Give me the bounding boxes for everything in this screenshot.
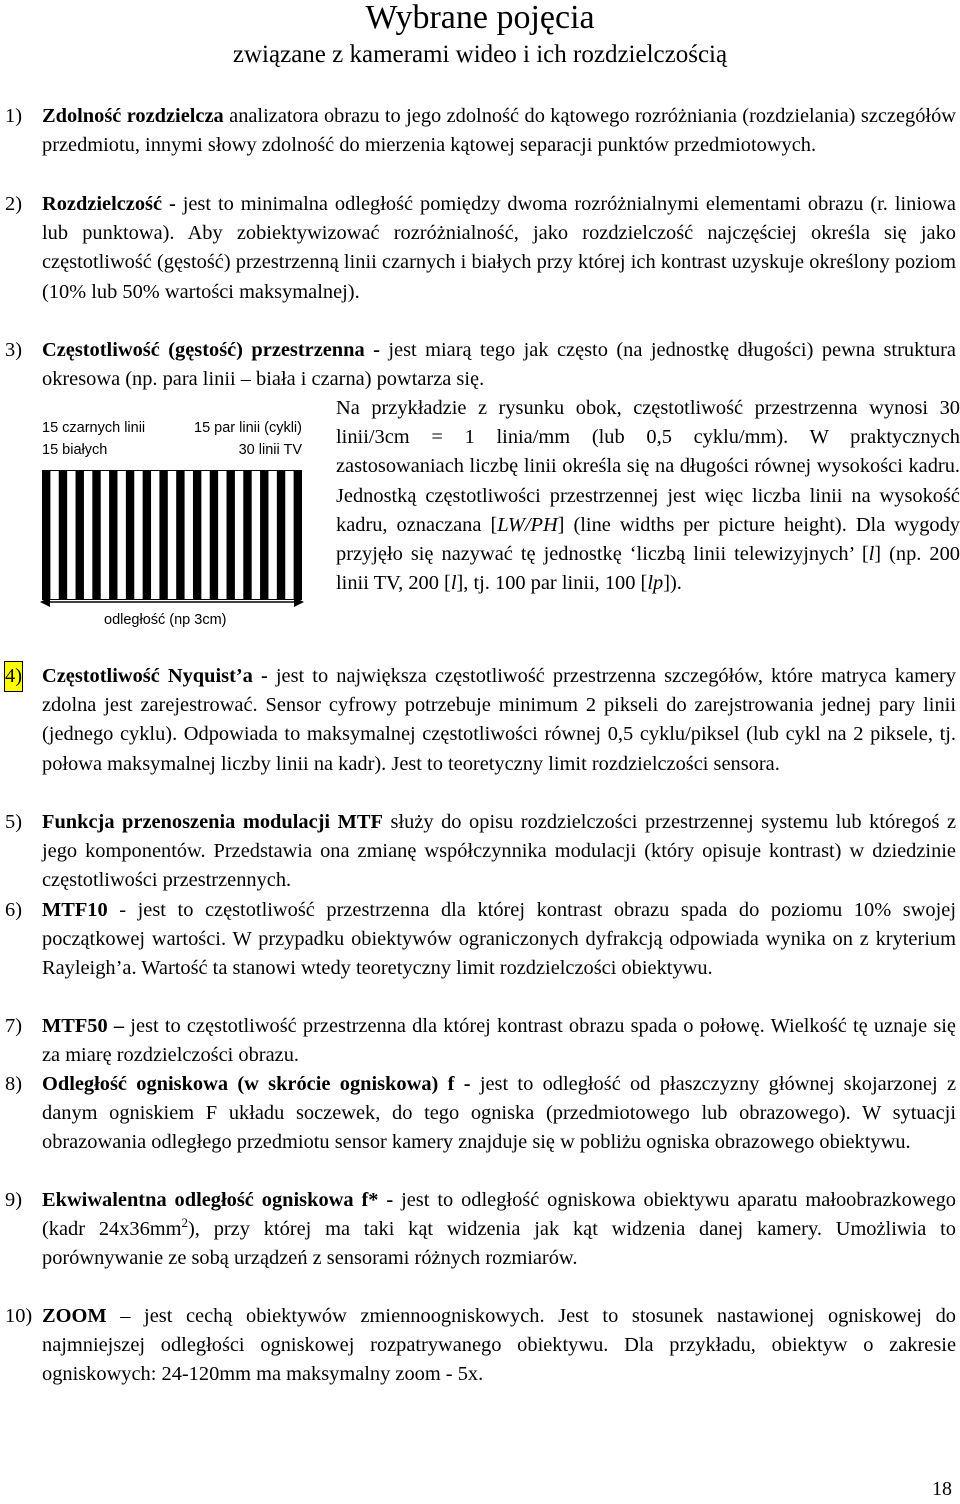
black-line [227, 470, 235, 600]
page-subtitle: związane z kamerami wideo i ich rozdzielczością [232, 41, 728, 68]
page-title: Wybrane pojęcia [365, 0, 595, 36]
term: Rozdzielczość - [42, 193, 176, 215]
list-item [0, 662, 960, 779]
item-number: 1) [5, 105, 22, 127]
term: Zdolność rozdzielcza [42, 105, 224, 127]
list-item [0, 1012, 960, 1070]
black-line [109, 470, 117, 600]
term: Częstotliwość (gęstość) przestrzenna - [42, 339, 380, 361]
term: ZOOM [42, 1305, 107, 1327]
black-line [159, 470, 167, 600]
black-line [193, 470, 201, 600]
definition: jest miarą tego jak często (na jednostkę długości) pewna struktura okresowa (np. para linii – biała i czarna) powtarza się. [42, 339, 956, 391]
figure-label: 15 białych [42, 442, 108, 458]
black-line [294, 470, 302, 600]
list-item [0, 808, 960, 896]
term: Odległość ogniskowa (w skrócie ogniskowa) f - [42, 1073, 471, 1095]
black-line [59, 470, 67, 600]
definition: – jest cechą obiektywów zmiennoogniskowych. Jest to stosunek nastawionej ogniskowej do najmniejszej odległości ogniskowej rozpatrywanego obiektywu. Dla przykładu, obiektyw o zakresie ogniskowych: 24-120mm ma maksymalny zoom - 5x. [42, 1305, 956, 1386]
term: Funkcja przenoszenia modulacji MTF [42, 811, 383, 833]
definition: - jest to częstotliwość przestrzenna dla której kontrast obrazu spada do poziomu 10% swojej początkowej wartości. W przypadku obiektywów ograniczonych dyfrakcją odpowiada wynika on z kryterium Rayleigh’a. Wartość ta stanowi wtedy teoretyczny limit rozdzielczości obiektywu. [42, 899, 956, 980]
definition: służy do opisu rozdzielczości przestrzennej systemu lub któregoś z jego komponentów. Przedstawia ona zmianę współczynnika modulacji (który opisuje kontrast) w dziedzinie częstotliwości przestrzennych. [42, 811, 956, 892]
black-line [277, 470, 285, 600]
figure-label: 15 par linii (cykli) [194, 420, 302, 436]
black-line [243, 470, 251, 600]
example-paragraph: Na przykładzie z rysunku obok, częstotliwość przestrzenna wynosi 30 linii/3cm = 1 linia/mm (lub 0,5 cyklu/mm). W praktycznych zastosowaniach liczbę linii określa się na długości równej wysokości kadru. Jednostką częstotliwości przestrzennej jest więc liczba linii na wysokość kadru, oznaczana [LW/PH] (line widths per picture height). Dla wygody przyjęło się nazywać tę jednostkę ‘liczbą linii telewizyjnych’ [l] (np. 200 linii TV, 200 [l], tj. 100 par linii, 100 [lp]). [336, 397, 960, 595]
black-line [143, 470, 151, 600]
list-item [0, 336, 960, 394]
line-pattern-figure [40, 418, 302, 638]
figure-label: 15 czarnych linii [42, 420, 146, 436]
term: MTF10 [42, 899, 108, 921]
distance-label: odległość (np 3cm) [104, 612, 227, 628]
item-number: 10) [5, 1305, 33, 1327]
item-number-highlighted: 4) [5, 662, 22, 691]
definition: analizatora obrazu to jego zdolność do kątowego rozróżniania (rozdzielania) szczegółów przedmiotu, innymi słowy zdolność do mierzenia kątowej separacji punktów przedmiotowych. [42, 105, 956, 157]
term: Ekwiwalentna odległość ogniskowa f* - [42, 1189, 394, 1211]
figure-label: 30 linii TV [238, 442, 302, 458]
black-line [260, 470, 268, 600]
double-arrow-icon [40, 594, 304, 610]
item-number: 8) [5, 1073, 22, 1095]
term: MTF50 – [42, 1015, 125, 1037]
definition: jest to częstotliwość przestrzenna dla której kontrast obrazu spada o połowę. Wielkość tę uznaje się za miarę rozdzielczości obrazu. [42, 1015, 956, 1067]
black-line [210, 470, 218, 600]
item-number: 6) [5, 899, 22, 921]
black-line [76, 470, 84, 600]
page-number: 18 [932, 1478, 952, 1500]
item-number: 3) [5, 339, 22, 361]
definition: jest to minimalna odległość pomiędzy dwoma rozróżnialnymi elementami obrazu (r. liniowa lub punktowa). Aby zobiektywizować rozróżnialność, jako rozdzielczość najczęściej określa się jako częstotliwość (gęstość) przestrzenną linii czarnych i białych przy której ich kontrast uzyskuje określony poziom (10% lub 50% wartości maksymalnej). [42, 193, 956, 303]
item-number: 5) [5, 811, 22, 833]
item-number: 7) [5, 1015, 22, 1037]
list-item: 9) Ekwiwalentna odległość ogniskowa f* - jest to odległość ogniskowa obiektywu aparatu małoobrazkowego (kadr $24x36mm^2$), przy której ma taki kąt widzenia jak kąt widzenia danej kamery. Umożliwia to porównywanie ze sobą urządzeń z sensorami różnych rozmiarów. [0, 1186, 960, 1274]
black-line [126, 470, 134, 600]
black-line [176, 470, 184, 600]
definition: jest to odległość od płaszczyzny głównej skojarzonej z danym ogniskiem F układu soczewek, do tego ogniska (przedmiotowego lub obrazowego). W sytuacji obrazowania odległego przedmiotu sensor kamery znajduje się w pobliżu ogniska obrazowego obiektywu. [42, 1073, 956, 1154]
line-bars [42, 470, 302, 600]
item-number: 2) [5, 193, 22, 215]
list-item [0, 1302, 960, 1390]
list-item [0, 1070, 960, 1158]
list-item [0, 896, 960, 984]
list-item [0, 102, 960, 160]
term: Częstotliwość Nyquist’a - [42, 665, 268, 687]
black-line [92, 470, 100, 600]
list-item [0, 190, 960, 307]
item-number: 9) [5, 1189, 22, 1211]
definition: jest to największa częstotliwość przestrzenna szczegółów, które matryca kamery zdolna jest zarejestrować. Sensor cyfrowy potrzebuje minimum 2 pikseli do zarejstrowania jednej pary linii (jednego cyklu). Odpowiada to maksymalnej częstotliwości równej 0,5 cyklu/piksel (lub cykl na 2 piksele, tj. połowa maksymalnej liczby linii na kadr). Jest to teoretyczny limit rozdzielczości sensora. [42, 665, 956, 775]
black-line [42, 470, 50, 600]
